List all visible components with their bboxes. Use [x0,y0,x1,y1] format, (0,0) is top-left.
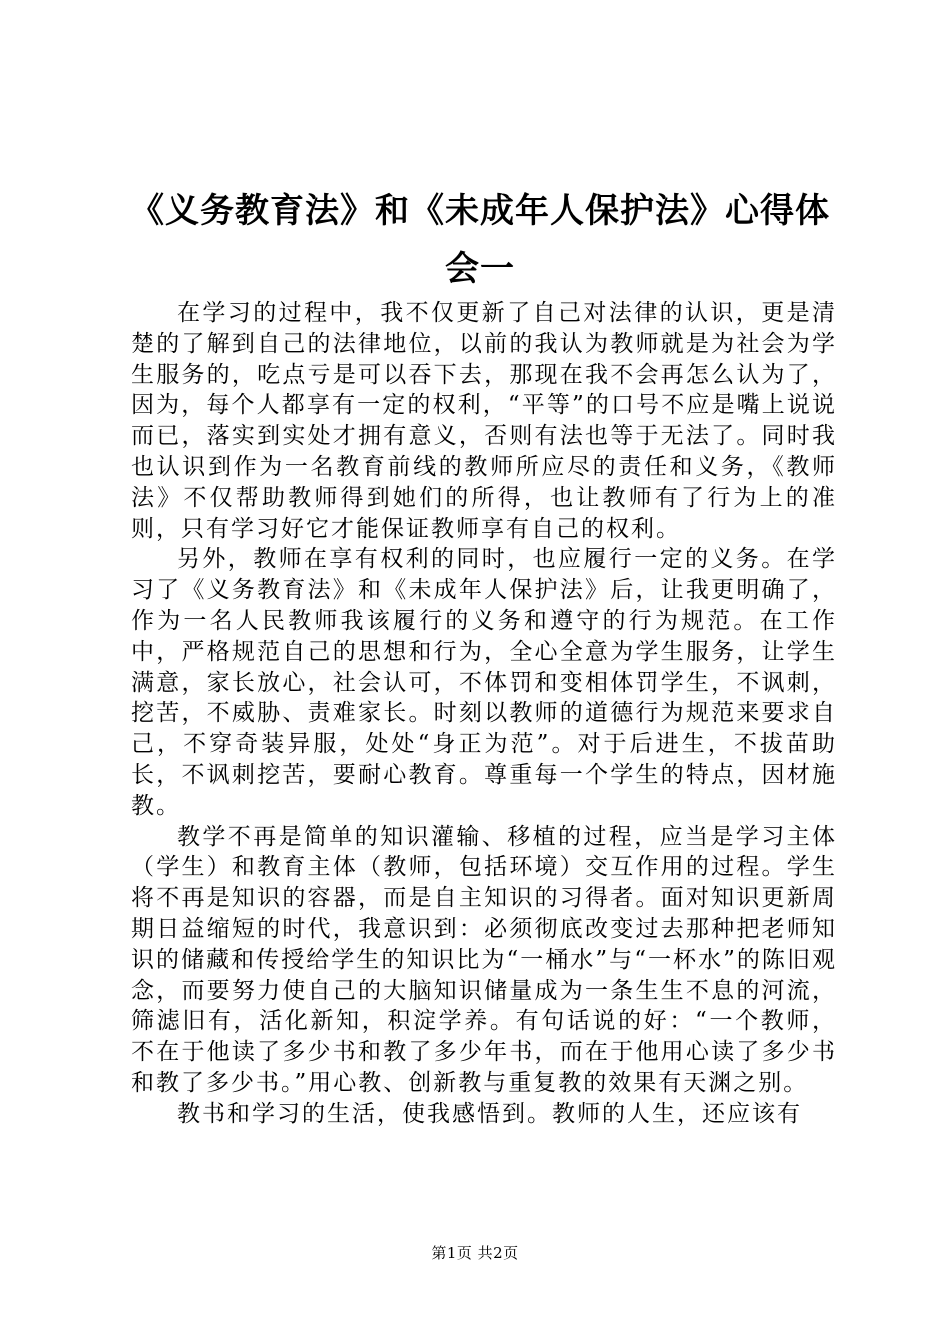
paragraph-3: 教学不再是简单的知识灌输、移植的过程，应当是学习主体（学生）和教育主体（教师，包括环境）交互作用的过程。学生将不再是知识的容器，而是自主知识的习得者。面对知识更新周期日益缩短的时代，我意识到：必须彻底改变过去那种把老师知识的储藏和传授给学生的知识比为“一桶水”与“一杯水”的陈旧观念，而要努力使自己的大脑知识储量成为一条生生不息的河流，筛滤旧有，活化新知，积淀学养。有句话说的好：“一个教师，不在于他读了多少书和教了多少年书，而在于他用心读了多少书和教了多少书。”用心教、创新教与重复教的效果有天渊之别。 [131,823,837,1096]
page-footer: 第1页 共2页 [431,1244,519,1262]
paragraph-2: 另外，教师在享有权利的同时，也应履行一定的义务。在学习了《义务教育法》和《未成年人保护法》后，让我更明确了，作为一名人民教师我该履行的义务和遵守的行为规范。在工作中，严格规范自己的思想和行为，全心全意为学生服务，让学生满意，家长放心，社会认可，不体罚和变相体罚学生，不讽刺，挖苦，不威胁、责难家长。时刻以教师的道德行为规范来要求自己，不穿奇装异服，处处“身正为范”。对于后进生，不拔苗助长，不讽刺挖苦，要耐心教育。尊重每一个学生的特点，因材施教。 [131,546,837,819]
paragraph-4: 教书和学习的生活，使我感悟到。教师的人生，还应该有 [177,1100,802,1127]
document-title: 《义务教育法》和《未成年人保护法》心得体会一 [130,191,830,289]
document-body [131,298,837,1130]
paragraph-1: 在学习的过程中，我不仅更新了自己对法律的认识，更是清楚的了解到自己的法律地位，以前的我认为教师就是为社会为学生服务的，吃点亏是可以吞下去，那现在我不会再怎么认为了，因为，每个人都享有一定的权利，“平等”的口号不应是嘴上说说而已，落实到实处才拥有意义，否则有法也等于无法了。同时我也认识到作为一名教育前线的教师所应尽的责任和义务，《教师法》不仅帮助教师得到她们的所得，也让教师有了行为上的准则，只有学习好它才能保证教师享有自己的权利。 [131,300,837,542]
